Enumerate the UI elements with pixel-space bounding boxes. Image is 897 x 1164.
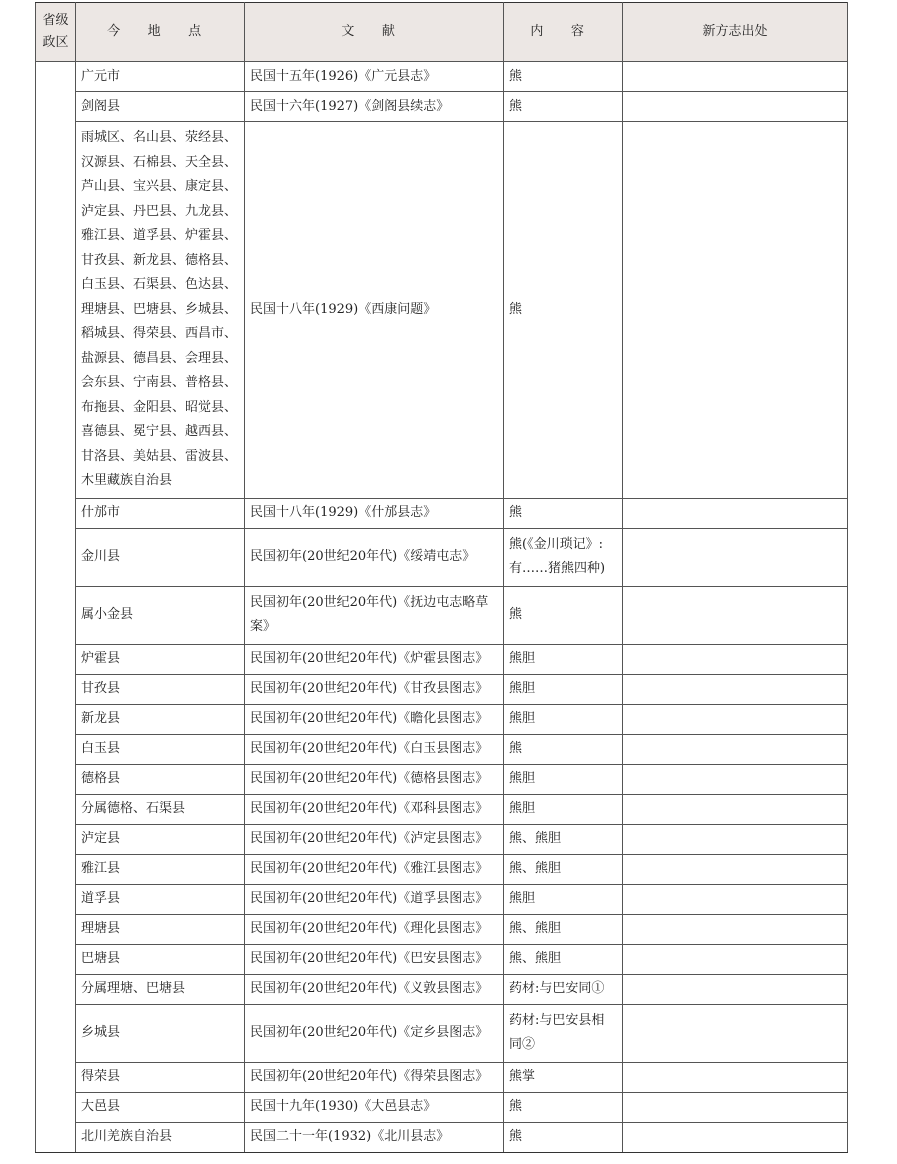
source-cell: 民国初年(20世纪20年代)《定乡县图志》 — [245, 1004, 504, 1062]
place-cell: 剑阁县 — [76, 92, 245, 122]
place-cell: 雅江县 — [76, 854, 245, 884]
source-cell: 民国初年(20世纪20年代)《得荣县图志》 — [245, 1062, 504, 1092]
source-cell: 民国初年(20世纪20年代)《甘孜县图志》 — [245, 674, 504, 704]
new-gazetteer-cell — [623, 92, 848, 122]
header-content: 内 容 — [504, 3, 623, 62]
place-cell: 道孚县 — [76, 884, 245, 914]
new-gazetteer-cell — [623, 1122, 848, 1152]
place-cell: 属小金县 — [76, 586, 245, 644]
province-cell — [36, 884, 76, 914]
content-cell: 熊、熊胆 — [504, 914, 623, 944]
new-gazetteer-cell — [623, 824, 848, 854]
source-cell: 民国十八年(1929)《西康问题》 — [245, 122, 504, 499]
table-row — [36, 734, 848, 764]
content-cell: 熊胆 — [504, 674, 623, 704]
province-cell — [36, 944, 76, 974]
content-cell: 熊 — [504, 498, 623, 528]
content-cell: 熊、熊胆 — [504, 824, 623, 854]
content-cell: 熊 — [504, 122, 623, 499]
place-cell: 乡城县 — [76, 1004, 245, 1062]
new-gazetteer-cell — [623, 704, 848, 734]
content-cell: 熊 — [504, 62, 623, 92]
source-cell: 民国初年(20世纪20年代)《白玉县图志》 — [245, 734, 504, 764]
new-gazetteer-cell — [623, 734, 848, 764]
province-cell — [36, 586, 76, 644]
place-cell: 大邑县 — [76, 1092, 245, 1122]
content-cell: 熊掌 — [504, 1062, 623, 1092]
header-place: 今 地 点 — [76, 3, 245, 62]
province-cell — [36, 1004, 76, 1062]
place-cell: 新龙县 — [76, 704, 245, 734]
province-cell — [36, 974, 76, 1004]
source-cell: 民国十九年(1930)《大邑县志》 — [245, 1092, 504, 1122]
new-gazetteer-cell — [623, 1004, 848, 1062]
content-cell: 熊胆 — [504, 764, 623, 794]
source-cell: 民国初年(20世纪20年代)《抚边屯志略草案》 — [245, 586, 504, 644]
new-gazetteer-cell — [623, 914, 848, 944]
place-cell: 金川县 — [76, 528, 245, 586]
place-cell: 雨城区、名山县、荥经县、汉源县、石棉县、天全县、芦山县、宝兴县、康定县、泸定县、丹巴县、九龙县、雅江县、道孚县、炉霍县、甘孜县、新龙县、德格县、白玉县、石渠县、色达县、理塘县、巴塘县、乡城县、稻城县、得荣县、西昌市、盐源县、德昌县、会理县、会东县、宁南县、普格县、布拖县、金阳县、昭觉县、喜德县、冕宁县、越西县、甘洛县、美姑县、雷波县、木里藏族自治县 — [76, 122, 245, 499]
source-cell: 民国初年(20世纪20年代)《绥靖屯志》 — [245, 528, 504, 586]
content-cell: 熊胆 — [504, 884, 623, 914]
province-cell — [36, 1092, 76, 1122]
place-cell: 北川羌族自治县 — [76, 1122, 245, 1152]
content-cell: 药材:与巴安同① — [504, 974, 623, 1004]
new-gazetteer-cell — [623, 884, 848, 914]
source-cell: 民国初年(20世纪20年代)《德格县图志》 — [245, 764, 504, 794]
content-cell: 熊胆 — [504, 644, 623, 674]
gazetteer-table — [35, 2, 848, 1153]
table-row — [36, 914, 848, 944]
source-cell: 民国初年(20世纪20年代)《泸定县图志》 — [245, 824, 504, 854]
province-cell — [36, 734, 76, 764]
table-row — [36, 1122, 848, 1152]
table-row — [36, 498, 848, 528]
new-gazetteer-cell — [623, 944, 848, 974]
content-cell: 熊 — [504, 586, 623, 644]
source-cell: 民国初年(20世纪20年代)《道孚县图志》 — [245, 884, 504, 914]
source-cell: 民国十五年(1926)《广元县志》 — [245, 62, 504, 92]
table-row — [36, 674, 848, 704]
new-gazetteer-cell — [623, 674, 848, 704]
table-row — [36, 644, 848, 674]
new-gazetteer-cell — [623, 122, 848, 499]
province-cell — [36, 498, 76, 528]
table-header-row — [36, 3, 848, 62]
table-row — [36, 974, 848, 1004]
place-cell: 分属德格、石渠县 — [76, 794, 245, 824]
content-cell: 熊 — [504, 1122, 623, 1152]
place-cell: 得荣县 — [76, 1062, 245, 1092]
content-cell: 熊 — [504, 734, 623, 764]
header-province: 省级政区 — [36, 3, 76, 62]
new-gazetteer-cell — [623, 498, 848, 528]
new-gazetteer-cell — [623, 854, 848, 884]
table-row — [36, 528, 848, 586]
province-cell — [36, 1062, 76, 1092]
province-cell — [36, 824, 76, 854]
new-gazetteer-cell — [623, 586, 848, 644]
source-cell: 民国十六年(1927)《剑阁县续志》 — [245, 92, 504, 122]
place-cell: 什邡市 — [76, 498, 245, 528]
place-cell: 巴塘县 — [76, 944, 245, 974]
province-cell — [36, 854, 76, 884]
content-cell: 熊 — [504, 1092, 623, 1122]
province-cell — [36, 62, 76, 92]
province-cell — [36, 674, 76, 704]
content-cell: 药材:与巴安县相同② — [504, 1004, 623, 1062]
table-row — [36, 944, 848, 974]
content-cell: 熊、熊胆 — [504, 854, 623, 884]
content-cell: 熊胆 — [504, 794, 623, 824]
new-gazetteer-cell — [623, 794, 848, 824]
table-row — [36, 704, 848, 734]
content-cell: 熊 — [504, 92, 623, 122]
new-gazetteer-cell — [623, 528, 848, 586]
content-cell: 熊、熊胆 — [504, 944, 623, 974]
table-row — [36, 824, 848, 854]
province-cell — [36, 914, 76, 944]
place-cell: 甘孜县 — [76, 674, 245, 704]
content-cell: 熊胆 — [504, 704, 623, 734]
place-cell: 德格县 — [76, 764, 245, 794]
table-row — [36, 794, 848, 824]
source-cell: 民国初年(20世纪20年代)《巴安县图志》 — [245, 944, 504, 974]
table-row — [36, 1062, 848, 1092]
table-row — [36, 764, 848, 794]
source-cell: 民国初年(20世纪20年代)《瞻化县图志》 — [245, 704, 504, 734]
header-new-gazetteer: 新方志出处 — [623, 3, 848, 62]
table-row — [36, 586, 848, 644]
place-cell: 分属理塘、巴塘县 — [76, 974, 245, 1004]
source-cell: 民国初年(20世纪20年代)《雅江县图志》 — [245, 854, 504, 884]
content-cell: 熊(《金川琐记》:有……猪熊四种) — [504, 528, 623, 586]
new-gazetteer-cell — [623, 1062, 848, 1092]
table-row — [36, 92, 848, 122]
place-cell: 炉霍县 — [76, 644, 245, 674]
place-cell: 泸定县 — [76, 824, 245, 854]
place-cell: 白玉县 — [76, 734, 245, 764]
province-cell — [36, 704, 76, 734]
header-source: 文 献 — [245, 3, 504, 62]
province-cell — [36, 92, 76, 122]
province-cell — [36, 1122, 76, 1152]
place-cell: 理塘县 — [76, 914, 245, 944]
new-gazetteer-cell — [623, 1092, 848, 1122]
province-cell — [36, 644, 76, 674]
province-cell — [36, 764, 76, 794]
table-row — [36, 1092, 848, 1122]
province-cell — [36, 528, 76, 586]
province-cell — [36, 122, 76, 499]
table-row — [36, 854, 848, 884]
table-row — [36, 884, 848, 914]
new-gazetteer-cell — [623, 644, 848, 674]
source-cell: 民国初年(20世纪20年代)《理化县图志》 — [245, 914, 504, 944]
source-cell: 民国十八年(1929)《什邡县志》 — [245, 498, 504, 528]
new-gazetteer-cell — [623, 974, 848, 1004]
table-row — [36, 1004, 848, 1062]
new-gazetteer-cell — [623, 764, 848, 794]
new-gazetteer-cell — [623, 62, 848, 92]
source-cell: 民国初年(20世纪20年代)《义敦县图志》 — [245, 974, 504, 1004]
province-cell — [36, 794, 76, 824]
source-cell: 民国初年(20世纪20年代)《炉霍县图志》 — [245, 644, 504, 674]
table-row — [36, 122, 848, 499]
source-cell: 民国初年(20世纪20年代)《邓科县图志》 — [245, 794, 504, 824]
place-cell: 广元市 — [76, 62, 245, 92]
table-row — [36, 62, 848, 92]
source-cell: 民国二十一年(1932)《北川县志》 — [245, 1122, 504, 1152]
